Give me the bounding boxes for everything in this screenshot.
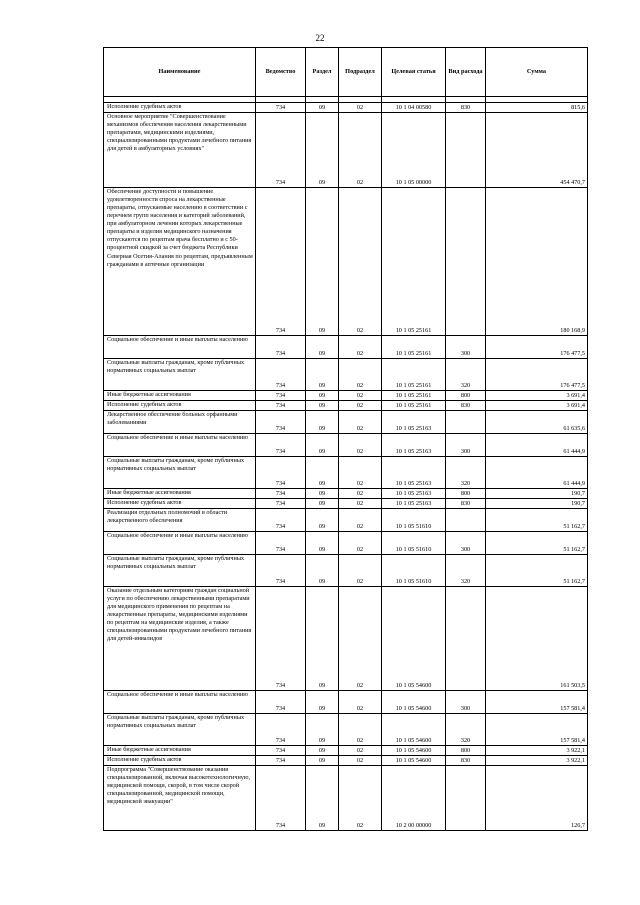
row-name: Исполнение судебных актов — [104, 103, 256, 113]
row-razdel: 09 — [306, 746, 339, 756]
row-sum: 176 477,5 — [486, 359, 588, 391]
row-podrazdel: 02 — [339, 714, 382, 746]
row-vid: 800 — [446, 489, 486, 499]
table-row — [104, 756, 588, 766]
row-vedomstvo: 734 — [256, 113, 306, 188]
row-sum: 161 503,5 — [486, 587, 588, 691]
row-sum: 3 691,4 — [486, 401, 588, 411]
row-vedomstvo: 734 — [256, 746, 306, 756]
budget-table — [103, 47, 588, 831]
row-vedomstvo: 734 — [256, 434, 306, 457]
row-name: Социальные выплаты гражданам, кроме публичных нормативных социальных выплат — [104, 359, 256, 391]
table-row — [104, 391, 588, 401]
row-vid — [446, 113, 486, 188]
table-row — [104, 113, 588, 188]
row-target: 10 1 05 54600 — [382, 691, 446, 714]
row-vedomstvo: 734 — [256, 532, 306, 555]
table-row — [104, 587, 588, 691]
row-razdel: 09 — [306, 411, 339, 434]
header-podrazdel: Подраздел — [339, 48, 382, 97]
row-name: Социальное обеспечение и иные выплаты населению — [104, 532, 256, 555]
row-vedomstvo: 734 — [256, 359, 306, 391]
row-razdel: 09 — [306, 555, 339, 587]
row-podrazdel: 02 — [339, 499, 382, 509]
row-razdel: 09 — [306, 434, 339, 457]
row-sum: 61 444,9 — [486, 457, 588, 489]
row-vedomstvo: 734 — [256, 336, 306, 359]
row-sum: 454 470,7 — [486, 113, 588, 188]
row-target: 10 1 05 54600 — [382, 756, 446, 766]
row-name: Исполнение судебных актов — [104, 756, 256, 766]
row-sum: 3 922,1 — [486, 756, 588, 766]
row-vid: 300 — [446, 691, 486, 714]
row-razdel: 09 — [306, 401, 339, 411]
row-name: Социальные выплаты гражданам, кроме публичных нормативных социальных выплат — [104, 457, 256, 489]
row-vid: 830 — [446, 401, 486, 411]
row-target: 10 1 05 25163 — [382, 434, 446, 457]
row-target: 10 1 05 25161 — [382, 188, 446, 336]
row-vedomstvo: 734 — [256, 756, 306, 766]
row-name: Оказание отдельным категориям граждан социальной услуги по обеспечению лекарственными препаратами для медицинского применения по рецептам на лекарственные препараты, медицинскими изделиями по рецептам на медицинские изделия, а также специализированными продуктами лечебного питания для детей-инвалидов — [104, 587, 256, 691]
table-row — [104, 457, 588, 489]
table-row — [104, 336, 588, 359]
row-target: 10 1 05 51610 — [382, 555, 446, 587]
row-vid: 830 — [446, 756, 486, 766]
row-name: Подпрограмма "Совершенствование оказания специализированной, включая высокотехнологичную, медицинской помощи, скорой, в том числе скорой специализированной, медицинской помощи, медицинской эвакуации" — [104, 766, 256, 831]
row-podrazdel: 02 — [339, 113, 382, 188]
row-vedomstvo: 734 — [256, 587, 306, 691]
row-vid: 300 — [446, 336, 486, 359]
table-row — [104, 714, 588, 746]
row-podrazdel: 02 — [339, 457, 382, 489]
row-vedomstvo: 734 — [256, 691, 306, 714]
row-vid — [446, 411, 486, 434]
row-vedomstvo: 734 — [256, 714, 306, 746]
row-vid: 800 — [446, 391, 486, 401]
row-vedomstvo: 734 — [256, 555, 306, 587]
row-target: 10 1 04 00580 — [382, 103, 446, 113]
header-razdel: Раздел — [306, 48, 339, 97]
row-vid: 320 — [446, 714, 486, 746]
table-row — [104, 532, 588, 555]
row-razdel: 09 — [306, 766, 339, 831]
row-vedomstvo: 734 — [256, 411, 306, 434]
table-row — [104, 499, 588, 509]
row-razdel: 09 — [306, 756, 339, 766]
row-target: 10 1 05 25163 — [382, 457, 446, 489]
row-name: Социальные выплаты гражданам, кроме публичных нормативных социальных выплат — [104, 714, 256, 746]
row-podrazdel: 02 — [339, 532, 382, 555]
row-name: Социальное обеспечение и иные выплаты населению — [104, 691, 256, 714]
row-vedomstvo: 734 — [256, 489, 306, 499]
row-target: 10 1 05 51610 — [382, 509, 446, 532]
row-vedomstvo: 734 — [256, 766, 306, 831]
row-podrazdel: 02 — [339, 411, 382, 434]
row-vedomstvo: 734 — [256, 391, 306, 401]
table-row — [104, 411, 588, 434]
row-razdel: 09 — [306, 391, 339, 401]
row-sum: 126,7 — [486, 766, 588, 831]
page-number: 22 — [315, 33, 325, 43]
row-podrazdel: 02 — [339, 756, 382, 766]
row-razdel: 09 — [306, 336, 339, 359]
row-target: 10 1 05 25161 — [382, 391, 446, 401]
row-podrazdel: 02 — [339, 555, 382, 587]
row-vid: 800 — [446, 746, 486, 756]
table-row — [104, 401, 588, 411]
row-podrazdel: 02 — [339, 587, 382, 691]
row-name: Основное мероприятие "Совершенствование механизмов обеспечения населения лекарственными препаратами, медицинскими изделиями, специализированными продуктами лечебного питания для детей в амбулаторных условиях" — [104, 113, 256, 188]
row-podrazdel: 02 — [339, 336, 382, 359]
row-podrazdel: 02 — [339, 391, 382, 401]
table-row — [104, 509, 588, 532]
row-target: 10 1 05 25161 — [382, 336, 446, 359]
row-podrazdel: 02 — [339, 434, 382, 457]
row-sum: 180 168,9 — [486, 188, 588, 336]
row-sum: 51 162,7 — [486, 532, 588, 555]
row-vedomstvo: 734 — [256, 509, 306, 532]
table-header-row — [104, 48, 588, 97]
header-vid: Вид расхода — [446, 48, 486, 97]
row-target: 10 2 00 00000 — [382, 766, 446, 831]
row-podrazdel: 02 — [339, 746, 382, 756]
row-name: Иные бюджетные ассигнования — [104, 746, 256, 756]
row-target: 10 1 05 54600 — [382, 714, 446, 746]
header-sum: Сумма — [486, 48, 588, 97]
row-target: 10 1 05 25161 — [382, 401, 446, 411]
table-row — [104, 188, 588, 336]
row-target: 10 1 05 54600 — [382, 746, 446, 756]
table-row — [104, 691, 588, 714]
header-vedomstvo: Ведомство — [256, 48, 306, 97]
row-target: 10 1 05 25163 — [382, 489, 446, 499]
row-razdel: 09 — [306, 587, 339, 691]
row-name: Реализация отдельных полномочий в области лекарственного обеспечения — [104, 509, 256, 532]
row-vedomstvo: 734 — [256, 499, 306, 509]
row-target: 10 1 05 00000 — [382, 113, 446, 188]
row-podrazdel: 02 — [339, 509, 382, 532]
row-sum: 61 635,6 — [486, 411, 588, 434]
row-razdel: 09 — [306, 499, 339, 509]
table-row — [104, 766, 588, 831]
row-vid: 300 — [446, 434, 486, 457]
header-name: Наименование — [104, 48, 256, 97]
table-row — [104, 359, 588, 391]
row-razdel: 09 — [306, 489, 339, 499]
row-razdel: 09 — [306, 359, 339, 391]
row-podrazdel: 02 — [339, 188, 382, 336]
row-vedomstvo: 734 — [256, 401, 306, 411]
row-razdel: 09 — [306, 509, 339, 532]
table-row — [104, 434, 588, 457]
row-sum: 51 162,7 — [486, 509, 588, 532]
row-sum: 190,7 — [486, 499, 588, 509]
row-podrazdel: 02 — [339, 401, 382, 411]
row-razdel: 09 — [306, 691, 339, 714]
row-vid: 830 — [446, 499, 486, 509]
row-name: Иные бюджетные ассигнования — [104, 391, 256, 401]
row-name: Социальное обеспечение и иные выплаты населению — [104, 434, 256, 457]
row-vid — [446, 766, 486, 831]
row-vedomstvo: 734 — [256, 188, 306, 336]
row-vedomstvo: 734 — [256, 103, 306, 113]
row-podrazdel: 02 — [339, 691, 382, 714]
row-sum: 190,7 — [486, 489, 588, 499]
row-vid: 320 — [446, 555, 486, 587]
row-target: 10 1 05 25163 — [382, 411, 446, 434]
row-razdel: 09 — [306, 532, 339, 555]
row-name: Социальные выплаты гражданам, кроме публичных нормативных социальных выплат — [104, 555, 256, 587]
row-podrazdel: 02 — [339, 359, 382, 391]
row-sum: 51 162,7 — [486, 555, 588, 587]
row-target: 10 1 05 54600 — [382, 587, 446, 691]
table-row — [104, 746, 588, 756]
row-vid: 300 — [446, 532, 486, 555]
row-sum: 3 691,4 — [486, 391, 588, 401]
row-razdel: 09 — [306, 103, 339, 113]
row-sum: 176 477,5 — [486, 336, 588, 359]
row-vedomstvo: 734 — [256, 457, 306, 489]
row-razdel: 09 — [306, 714, 339, 746]
row-podrazdel: 02 — [339, 489, 382, 499]
row-vid — [446, 509, 486, 532]
row-podrazdel: 02 — [339, 103, 382, 113]
row-name: Исполнение судебных актов — [104, 401, 256, 411]
table-row — [104, 489, 588, 499]
row-name: Социальное обеспечение и иные выплаты населению — [104, 336, 256, 359]
row-name: Исполнение судебных актов — [104, 499, 256, 509]
row-vid: 830 — [446, 103, 486, 113]
row-name: Иные бюджетные ассигнования — [104, 489, 256, 499]
row-sum: 157 581,4 — [486, 691, 588, 714]
row-razdel: 09 — [306, 113, 339, 188]
row-sum: 3 922,1 — [486, 746, 588, 756]
header-target: Целевая статья — [382, 48, 446, 97]
row-sum: 157 581,4 — [486, 714, 588, 746]
row-name: Обеспечение доступности и повышение удовлетворенности спроса на лекарственные препараты, отпускаемые населению в соответствии с перечнем групп населения и категорий заболеваний, при амбулаторном лечении которых лекарственные препараты и изделия медицинского назначения отпускаются по рецептам врача бесплатно и с 50-процентной скидкой за счет бюджета Республики Северная Осетия-Алания по рецептам, предъявленным гражданами в аптечные организации — [104, 188, 256, 336]
table-row — [104, 103, 588, 113]
row-vid — [446, 587, 486, 691]
row-sum: 61 444,9 — [486, 434, 588, 457]
row-vid — [446, 188, 486, 336]
row-target: 10 1 05 25163 — [382, 499, 446, 509]
row-razdel: 09 — [306, 188, 339, 336]
row-name: Лекарственное обеспечение больных орфанными заболеваниями — [104, 411, 256, 434]
row-sum: 815,6 — [486, 103, 588, 113]
row-vid: 320 — [446, 457, 486, 489]
row-target: 10 1 05 51610 — [382, 532, 446, 555]
row-razdel: 09 — [306, 457, 339, 489]
row-vid: 320 — [446, 359, 486, 391]
row-target: 10 1 05 25161 — [382, 359, 446, 391]
table-row — [104, 555, 588, 587]
table-body — [104, 103, 588, 831]
row-podrazdel: 02 — [339, 766, 382, 831]
